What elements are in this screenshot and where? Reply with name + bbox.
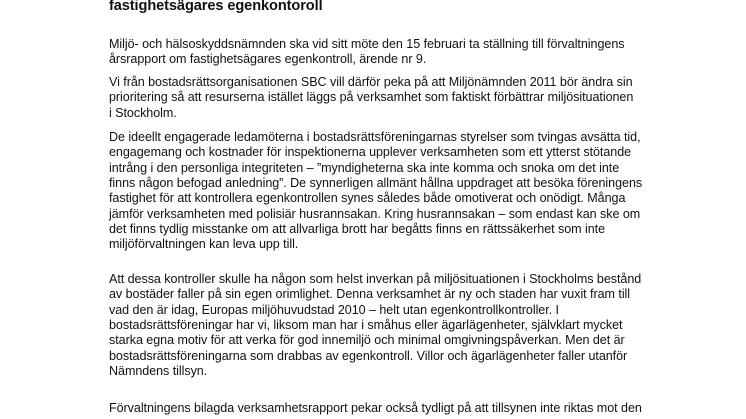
paragraph-line: Nämndens tillsyn.	[109, 364, 208, 379]
paragraph-line: Miljö- och hälsoskyddsnämnden ska vid sitt möte den 15 februari ta ställning till förvaltningens	[109, 37, 625, 51]
paragraph-line: De ideellt engagerade ledamöterna i bostadsrättsföreningarnas styrelser som tvingas avsätta tid,	[109, 130, 641, 144]
paragraph-line: engagemang och kostnader för inspektionerna upplever verksamheten som ett ytterst stötande	[109, 145, 632, 160]
paragraph-meeting-notice	[109, 37, 657, 68]
paragraph-activity-report	[109, 401, 657, 416]
paragraph-line: i Stockholm.	[109, 105, 177, 120]
paragraph-sbc-request	[109, 75, 657, 121]
paragraph-line: Vi från bostadsrättsorganisationen SBC vill därför peka på att Miljönämnden 2011 bör ändra sin	[109, 75, 633, 89]
paragraph-line: fastighet för att kontrollera egenkontrollen synes således både omotiverat och onödigt. Många	[109, 191, 626, 206]
paragraph-line: vad den är idag, Europas miljöhuvudstad 2010 – helt utan egenkontrollkontroller. I	[109, 302, 559, 317]
paragraph-line: miljöförvaltningen kan leva upp till.	[109, 237, 299, 252]
paragraph-line: årsrapport om fastighetsägares egenkontroll, ärende nr 9.	[109, 52, 427, 67]
paragraph-line: Att dessa kontroller skulle ha någon som helst inverkan på miljösituationen i Stockholms bestånd	[109, 272, 642, 286]
paragraph-line: intrång i den personliga integriteten – ”myndigheterna ska inte komma och snoka om det inte	[109, 160, 620, 175]
paragraph-line: starka egna motiv för att verka för god innemiljö och minimal omgivningspåverkan. Men det är	[109, 333, 625, 348]
paragraph-line: jämför verksamheten med polisiär husrannsakan. Kring husrannsakan – som endast kan ske om	[109, 206, 641, 221]
paragraph-line: finns någon befogad anledning”. De synnerligen allmänt hållna uppdraget att besöka föreningens	[109, 176, 643, 191]
paragraph-board-members	[109, 130, 657, 253]
paragraph-line: av bostäder faller på sin egen orimlighet. Denna verksamhet är ny och staden har vuxit fram till	[109, 287, 631, 302]
paragraph-line: Förvaltningens bilagda verksamhetsrapport pekar också tydligt på att tillsynen inte riktas mot den	[109, 401, 642, 415]
document-heading: fastighetsägares egenkontoroll	[109, 0, 323, 14]
paragraph-line: bostadsrättsföreningar har vi, liksom man har i småhus eller ägarlägenheter, självklart mycket	[109, 318, 623, 333]
paragraph-environmental-impact	[109, 272, 657, 379]
paragraph-line: det finns tydlig misstanke om att allvarliga brott har begåtts finns en rättssäkerhet som inte	[109, 222, 606, 237]
paragraph-line: bostadsrättsföreningarna som drabbas av egenkontroll. Villor och ägarlägenheter faller utanför	[109, 348, 628, 363]
paragraph-line: prioritering så att resurserna istället läggs på verksamhet som faktiskt förbättrar miljösituationen	[109, 90, 634, 105]
